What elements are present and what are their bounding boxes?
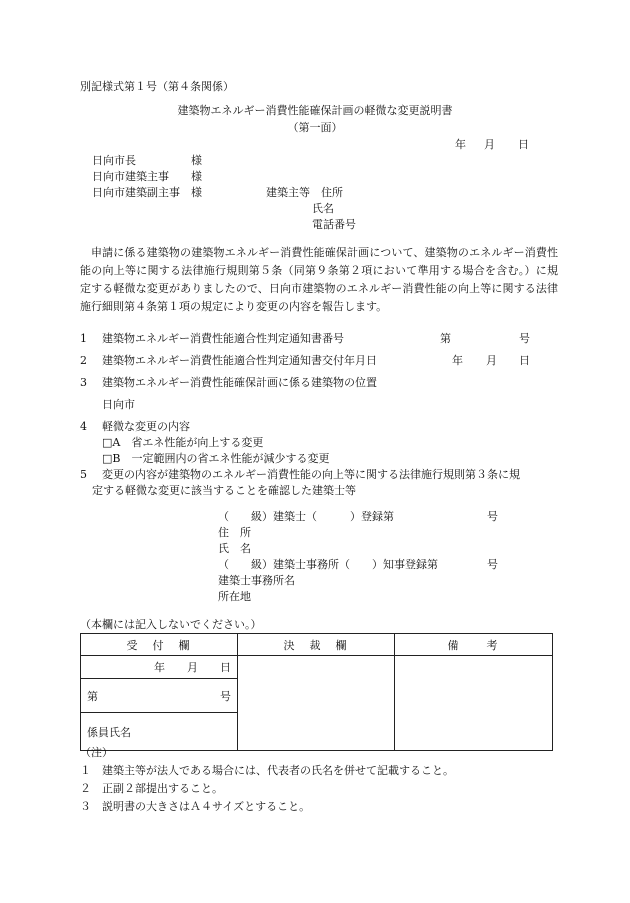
architect-name-label: 氏 名: [218, 542, 251, 555]
option-a-checkbox[interactable]: □A 省エネ性能が向上する変更: [102, 436, 264, 449]
document-title: 建築物エネルギー消費性能確保計画の軽微な変更説明書: [177, 104, 453, 117]
architect-address-label: 住 所: [218, 526, 251, 539]
reception-header: 受 付 欄: [81, 634, 238, 656]
office-registration: （ 級）建築士事務所（ ）知事登録第: [218, 558, 438, 571]
item-2-year: 年: [452, 354, 463, 367]
addressee-building-official: 日向市建築主事 様: [92, 170, 202, 183]
remarks-cell: [395, 656, 553, 751]
date-month: 月: [484, 138, 495, 151]
addressee-mayor: 日向市長 様: [92, 154, 202, 167]
item-1-label: 建築物エネルギー消費性能適合性判定通知書番号: [102, 332, 344, 345]
item-1-number: 1: [80, 332, 87, 345]
staff-name-label: 係員氏名: [81, 713, 238, 751]
note-item: ３ 説明書の大きさはＡ４サイズとすること。: [80, 800, 311, 813]
applicant-name-label: 氏名: [312, 202, 334, 215]
office-box-caption: （本欄には記入しないでください。）: [80, 618, 262, 631]
reception-number-go: 号: [220, 689, 231, 703]
note-item: ２ 正副２部提出すること。: [80, 782, 223, 795]
item-2-number: 2: [80, 354, 87, 367]
item-3-label: 建築物エネルギー消費性能確保計画に係る建築物の位置: [102, 376, 377, 389]
item-3-number: 3: [80, 376, 87, 389]
office-name-label: 建築士事務所名: [218, 574, 295, 587]
body-paragraph: 申請に係る建築物の建築物エネルギー消費性能確保計画について、建築物のエネルギー消費性能の向上等に関する法律施行規則第５条（同第９条第２項において準用する場合を含む。）に規定する軽微な変更がありましたので、日向市建築物のエネルギー消費性能の向上等に関する法律施行細則第４条第１項の規定により変更の内容を報告します。: [80, 246, 558, 313]
note-item: １ 建築主等が法人である場合には、代表者の氏名を併せて記載すること。: [80, 764, 454, 777]
form-id: 別記様式第１号（第４条関係）: [80, 80, 234, 93]
office-registration-go: 号: [487, 558, 498, 571]
architect-registration-go: 号: [487, 510, 498, 523]
notes-title: （注）: [80, 746, 113, 759]
item-2-label: 建築物エネルギー消費性能適合性判定通知書交付年月日: [102, 354, 377, 367]
date-day: 日: [518, 138, 529, 151]
item-1-dai: 第: [440, 332, 451, 345]
item-1-go: 号: [519, 332, 530, 345]
office-location-label: 所在地: [218, 590, 251, 603]
reception-number-cell: [81, 679, 238, 713]
addressee-deputy-official: 日向市建築副主事 様: [92, 186, 202, 199]
item-2-month: 月: [486, 354, 497, 367]
applicant-address-label: 建築主等 住所: [266, 186, 343, 199]
item-2-day: 日: [519, 354, 530, 367]
reception-number-dai: 第: [87, 689, 98, 703]
decision-header: 決 裁 欄: [238, 634, 395, 656]
page-subtitle: （第一面）: [287, 121, 343, 134]
item-4-number: 4: [80, 420, 87, 433]
item-3-location: 日向市: [102, 398, 135, 411]
option-b-checkbox[interactable]: □B 一定範囲内の省エネ性能が減少する変更: [102, 452, 330, 465]
remarks-header: 備 考: [395, 634, 553, 656]
item-5-label-line1: 変更の内容が建築物のエネルギー消費性能の向上等に関する法律施行規則第３条に規: [102, 468, 520, 481]
item-4-label: 軽微な変更の内容: [102, 420, 190, 433]
decision-cell: [238, 656, 395, 751]
item-5-number: 5: [80, 468, 87, 481]
item-5-label-line2: 定する軽微な変更に該当することを確認した建築士等: [92, 484, 356, 497]
applicant-phone-label: 電話番号: [312, 218, 356, 231]
reception-date: 年 月 日: [81, 656, 238, 679]
office-use-table: [80, 633, 553, 751]
date-year: 年: [455, 138, 466, 151]
architect-registration: （ 級）建築士（ ）登録第: [218, 510, 394, 523]
